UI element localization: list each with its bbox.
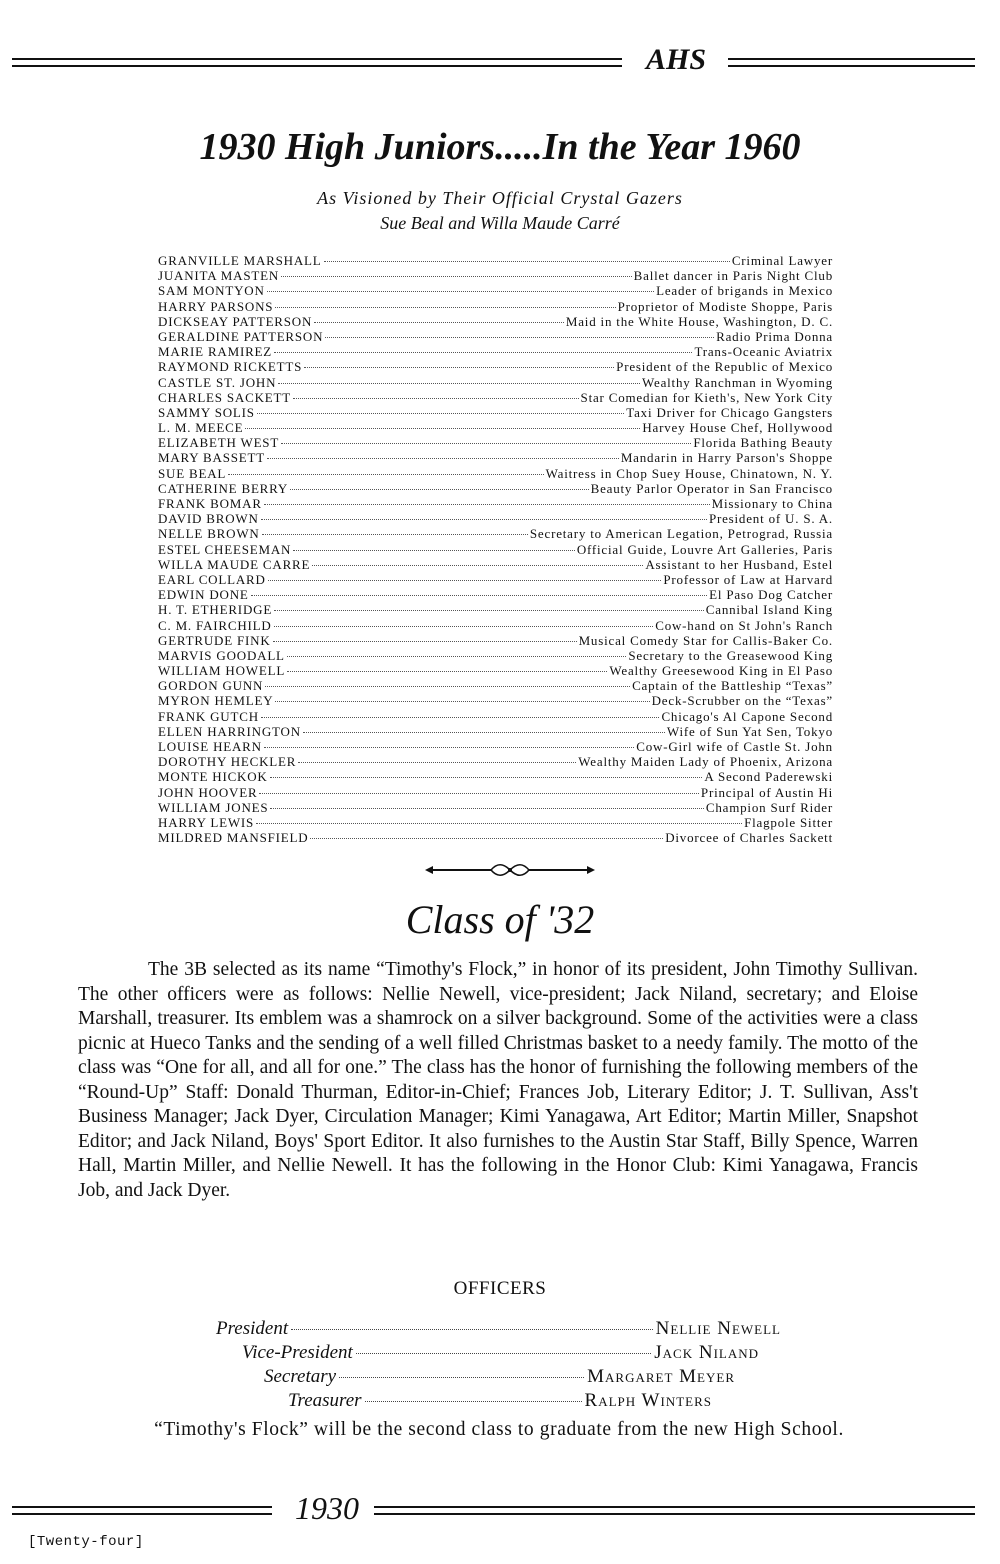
predicted-fate: Secretary to the Greasewood King xyxy=(628,647,833,663)
predicted-fate: Musical Comedy Star for Callis-Baker Co. xyxy=(578,632,833,648)
junior-name: HARRY LEWIS xyxy=(158,814,255,830)
class-description xyxy=(78,958,918,1203)
junior-name: RAYMOND RICKETTS xyxy=(158,359,303,375)
junior-name: EARL COLLARD xyxy=(158,571,266,587)
prediction-row xyxy=(158,709,833,724)
footer-rule-left xyxy=(12,1506,272,1515)
prediction-row xyxy=(158,283,833,298)
predicted-fate: Wealthy Maiden Lady of Phoenix, Arizona xyxy=(578,754,833,770)
junior-name: ESTEL CHEESEMAN xyxy=(158,541,292,557)
leader-dots xyxy=(251,595,707,596)
header-rule-right xyxy=(728,58,975,67)
prediction-row xyxy=(158,375,833,390)
officer-row-treasurer xyxy=(288,1390,712,1414)
junior-name: MARY BASSETT xyxy=(158,450,265,466)
junior-name: HARRY PARSONS xyxy=(158,298,274,314)
header-rule xyxy=(12,45,975,75)
predicted-fate: Flagpole Sitter xyxy=(744,814,833,830)
predicted-fate: Champion Surf Rider xyxy=(705,799,833,815)
officer-name: Margaret Meyer xyxy=(587,1366,735,1387)
predicted-fate: Principal of Austin Hi xyxy=(700,784,833,800)
predicted-fate: Leader of brigands in Mexico xyxy=(656,283,833,299)
junior-name: EDWIN DONE xyxy=(158,587,249,603)
predicted-fate: Taxi Driver for Chicago Gangsters xyxy=(626,404,833,420)
junior-name: MILDRED MANSFIELD xyxy=(158,830,309,846)
prediction-row xyxy=(158,405,833,420)
leader-dots xyxy=(287,671,607,672)
leader-dots xyxy=(304,367,614,368)
leader-dots xyxy=(268,580,662,581)
leader-dots xyxy=(314,322,564,323)
leader-line xyxy=(356,1353,651,1354)
officer-role: President xyxy=(216,1318,289,1339)
predicted-fate: Wealthy Greesewood King in El Paso xyxy=(609,663,833,679)
footer-rule xyxy=(12,1490,975,1526)
prediction-row xyxy=(158,785,833,800)
junior-name: L. M. MEECE xyxy=(158,420,244,436)
predicted-fate: President of the Republic of Mexico xyxy=(616,359,833,375)
leader-dots xyxy=(228,474,543,475)
officer-name: Jack Niland xyxy=(654,1342,759,1363)
prediction-row xyxy=(158,435,833,450)
prediction-row xyxy=(158,314,833,329)
leader-dots xyxy=(293,550,575,551)
predicted-fate: Cow-hand on St John's Ranch xyxy=(655,617,833,633)
junior-name: WILLIAM JONES xyxy=(158,799,269,815)
leader-dots xyxy=(324,261,730,262)
leader-dots xyxy=(264,747,634,748)
leader-dots xyxy=(245,428,640,429)
prediction-row xyxy=(158,526,833,541)
prediction-row xyxy=(158,481,833,496)
closing-line: “Timothy's Flock” will be the second class to graduate from the new High School. xyxy=(154,1419,844,1440)
leader-dots xyxy=(259,793,698,794)
junior-name: H. T. ETHERIDGE xyxy=(158,602,273,618)
junior-name: SAMMY SOLIS xyxy=(158,404,255,420)
leader-dots xyxy=(274,610,704,611)
prediction-row xyxy=(158,359,833,374)
prediction-row xyxy=(158,268,833,283)
leader-dots xyxy=(265,686,630,687)
junior-name: JUANITA MASTEN xyxy=(158,268,280,284)
leader-dots xyxy=(293,398,579,399)
prediction-row xyxy=(158,466,833,481)
junior-name: WILLIAM HOWELL xyxy=(158,663,286,679)
junior-name: MYRON HEMLEY xyxy=(158,693,274,709)
predicted-fate: Maid in the White House, Washington, D. C. xyxy=(565,313,833,329)
predicted-fate: A Second Paderewski xyxy=(704,769,833,785)
leader-line xyxy=(365,1401,582,1402)
leader-dots xyxy=(281,276,632,277)
prediction-row xyxy=(158,329,833,344)
prediction-row xyxy=(158,724,833,739)
predicted-fate: Star Comedian for Kieth's, New York City xyxy=(580,389,833,405)
predicted-fate: Trans-Oceanic Aviatrix xyxy=(694,344,833,360)
prediction-row xyxy=(158,633,833,648)
section-title-class: Class of '32 xyxy=(405,897,595,942)
officer-role: Vice-President xyxy=(242,1342,353,1363)
leader-dots xyxy=(310,838,663,839)
leader-dots xyxy=(287,656,627,657)
predicted-fate: Wealthy Ranchman in Wyoming xyxy=(641,374,833,390)
junior-name: NELLE BROWN xyxy=(158,526,260,542)
leader-dots xyxy=(278,383,640,384)
leader-dots xyxy=(312,565,643,566)
subtitle-line-1: As Visioned by Their Official Crystal Gazers xyxy=(317,188,683,208)
leader-dots xyxy=(261,717,660,718)
prediction-row xyxy=(158,663,833,678)
prediction-row xyxy=(158,815,833,830)
leader-dots xyxy=(261,519,707,520)
leader-dots xyxy=(257,413,624,414)
junior-name: MARIE RAMIREZ xyxy=(158,344,273,360)
officer-role: Treasurer xyxy=(288,1390,362,1411)
junior-name: FRANK GUTCH xyxy=(158,708,259,724)
footer-year: 1930 xyxy=(295,1490,359,1526)
predicted-fate: Harvey House Chef, Hollywood xyxy=(642,420,833,436)
officer-name: Ralph Winters xyxy=(584,1390,712,1411)
predictions-list xyxy=(158,253,833,845)
junior-name: DAVID BROWN xyxy=(158,511,259,527)
predicted-fate: Cow-Girl wife of Castle St. John xyxy=(636,739,833,754)
predicted-fate: Florida Bathing Beauty xyxy=(693,435,833,451)
predicted-fate: Divorcee of Charles Sackett xyxy=(665,830,833,846)
prediction-row xyxy=(158,557,833,572)
junior-name: JOHN HOOVER xyxy=(158,784,258,800)
predicted-fate: Deck-Scrubber on the “Texas” xyxy=(651,693,833,709)
officers-heading: OFFICERS xyxy=(453,1278,547,1299)
prediction-row xyxy=(158,450,833,465)
leader-dots xyxy=(274,352,692,353)
prediction-row xyxy=(158,542,833,557)
predicted-fate: Missionary to China xyxy=(711,496,833,511)
leader-dots xyxy=(281,443,691,444)
prediction-row xyxy=(158,678,833,693)
junior-name: LOUISE HEARN xyxy=(158,739,262,754)
predicted-fate: Chicago's Al Capone Second xyxy=(661,708,833,724)
ornament-divider xyxy=(425,860,595,880)
leader-dots xyxy=(275,307,615,308)
predicted-fate: Criminal Lawyer xyxy=(731,253,833,268)
page-number: [Twenty-four] xyxy=(28,1534,144,1550)
officer-role: Secretary xyxy=(264,1366,337,1387)
junior-name: ELIZABETH WEST xyxy=(158,435,280,451)
predicted-fate: Secretary to American Legation, Petrograd, Russia xyxy=(529,526,833,542)
prediction-row xyxy=(158,800,833,815)
prediction-row xyxy=(158,344,833,359)
junior-name: WILLA MAUDE CARRE xyxy=(158,556,311,572)
junior-name: SUE BEAL xyxy=(158,465,227,481)
leader-dots xyxy=(274,626,654,627)
predicted-fate: Proprietor of Modiste Shoppe, Paris xyxy=(617,298,833,314)
officer-row-vice-president xyxy=(242,1342,759,1366)
leader-dots xyxy=(270,777,703,778)
predicted-fate: Wife of Sun Yat Sen, Tokyo xyxy=(666,723,833,739)
leader-dots xyxy=(262,534,528,535)
prediction-row xyxy=(158,648,833,663)
predicted-fate: President of U. S. A. xyxy=(708,511,833,527)
leader-dots xyxy=(267,291,654,292)
prediction-row xyxy=(158,618,833,633)
leader-dots xyxy=(298,762,576,763)
junior-name: GERTRUDE FINK xyxy=(158,632,271,648)
prediction-row xyxy=(158,572,833,587)
prediction-row xyxy=(158,420,833,435)
leader-dots xyxy=(290,489,589,490)
officer-row-president xyxy=(216,1318,781,1342)
leader-line xyxy=(339,1377,584,1378)
junior-name: DICKSEAY PATTERSON xyxy=(158,313,313,329)
junior-name: CHARLES SACKETT xyxy=(158,389,291,405)
junior-name: ELLEN HARRINGTON xyxy=(158,723,301,739)
leader-dots xyxy=(256,823,742,824)
section-title-juniors: 1930 High Juniors.....In the Year 1960 xyxy=(199,126,801,168)
header-rule-left xyxy=(12,58,622,67)
predicted-fate: Professor of Law at Harvard xyxy=(663,571,833,587)
prediction-row xyxy=(158,253,833,268)
predicted-fate: Captain of the Battleship “Texas” xyxy=(632,678,833,694)
junior-name: SAM MONTYON xyxy=(158,283,265,299)
leader-dots xyxy=(273,641,577,642)
prediction-row xyxy=(158,511,833,526)
prediction-row xyxy=(158,390,833,405)
leader-dots xyxy=(275,701,649,702)
junior-name: MARVIS GOODALL xyxy=(158,647,285,663)
leader-dots xyxy=(267,458,619,459)
junior-name: FRANK BOMAR xyxy=(158,496,262,511)
predicted-fate: Assistant to her Husband, Estel xyxy=(645,556,833,572)
prediction-row xyxy=(158,830,833,845)
class-description-text: The 3B selected as its name “Timothy's Flock,” in honor of its president, John Timothy Sullivan. The other officers were as follows: Nellie Newell, vice-president; Jack Niland, secretary; and Eloise Marshall, treasurer. Its emblem was a shamrock on a silver background. Some of the activities were a class picnic at Hueco Tanks and the sending of a well filled Christmas basket to a needy family. The motto of the class was “One for all, and all for one.” The class has the honor of furnishing the following members of the “Round-Up” Staff: Donald Thurman, Editor-in-Chief; Frances Job, Literary Editor; J. T. Sullivan, Ass't Business Manager; Jack Dyer, Circulation Manager; Kimi Yanagawa, Art Editor; Martin Miller, Snapshot Editor; and Jack Niland, Boys' Sport Editor. It also furnishes to the Austin Star Staff, Billy Spence, Warren Hall, Martin Miller, and Nellie Newell. It has the following in the Honor Club: Kimi Yanagawa, Francis Job, and Jack Dyer. xyxy=(78,959,918,1201)
header-mark: AHS xyxy=(645,43,707,76)
predicted-fate: Waitress in Chop Suey House, Chinatown, N. Y. xyxy=(545,465,833,481)
predicted-fate: Official Guide, Louvre Art Galleries, Paris xyxy=(576,541,833,557)
junior-name: GORDON GUNN xyxy=(158,678,264,694)
junior-name: DOROTHY HECKLER xyxy=(158,754,297,770)
junior-name: GRANVILLE MARSHALL xyxy=(158,253,322,268)
leader-dots xyxy=(303,732,665,733)
prediction-row xyxy=(158,739,833,754)
prediction-row xyxy=(158,299,833,314)
prediction-row xyxy=(158,587,833,602)
predicted-fate: Beauty Parlor Operator in San Francisco xyxy=(590,480,833,496)
predicted-fate: Radio Prima Donna xyxy=(716,328,833,344)
prediction-row xyxy=(158,602,833,617)
junior-name: CATHERINE BERRY xyxy=(158,480,289,496)
junior-name: MONTE HICKOK xyxy=(158,769,268,785)
junior-name: C. M. FAIRCHILD xyxy=(158,617,272,633)
predicted-fate: El Paso Dog Catcher xyxy=(709,587,833,603)
leader-line xyxy=(291,1329,653,1330)
prediction-row xyxy=(158,496,833,511)
prediction-row xyxy=(158,769,833,784)
leader-dots xyxy=(264,504,710,505)
officer-name: Nellie Newell xyxy=(655,1318,781,1339)
junior-name: GERALDINE PATTERSON xyxy=(158,328,324,344)
prediction-row xyxy=(158,693,833,708)
predicted-fate: Cannibal Island King xyxy=(705,602,833,618)
leader-dots xyxy=(270,808,703,809)
officer-row-secretary xyxy=(264,1366,735,1390)
leader-dots xyxy=(325,337,714,338)
footer-rule-right xyxy=(374,1506,975,1515)
subtitle-line-2: Sue Beal and Willa Maude Carré xyxy=(380,213,620,233)
prediction-row xyxy=(158,754,833,769)
junior-name: CASTLE ST. JOHN xyxy=(158,374,277,390)
predicted-fate: Mandarin in Harry Parson's Shoppe xyxy=(620,450,833,466)
predicted-fate: Ballet dancer in Paris Night Club xyxy=(633,268,833,284)
